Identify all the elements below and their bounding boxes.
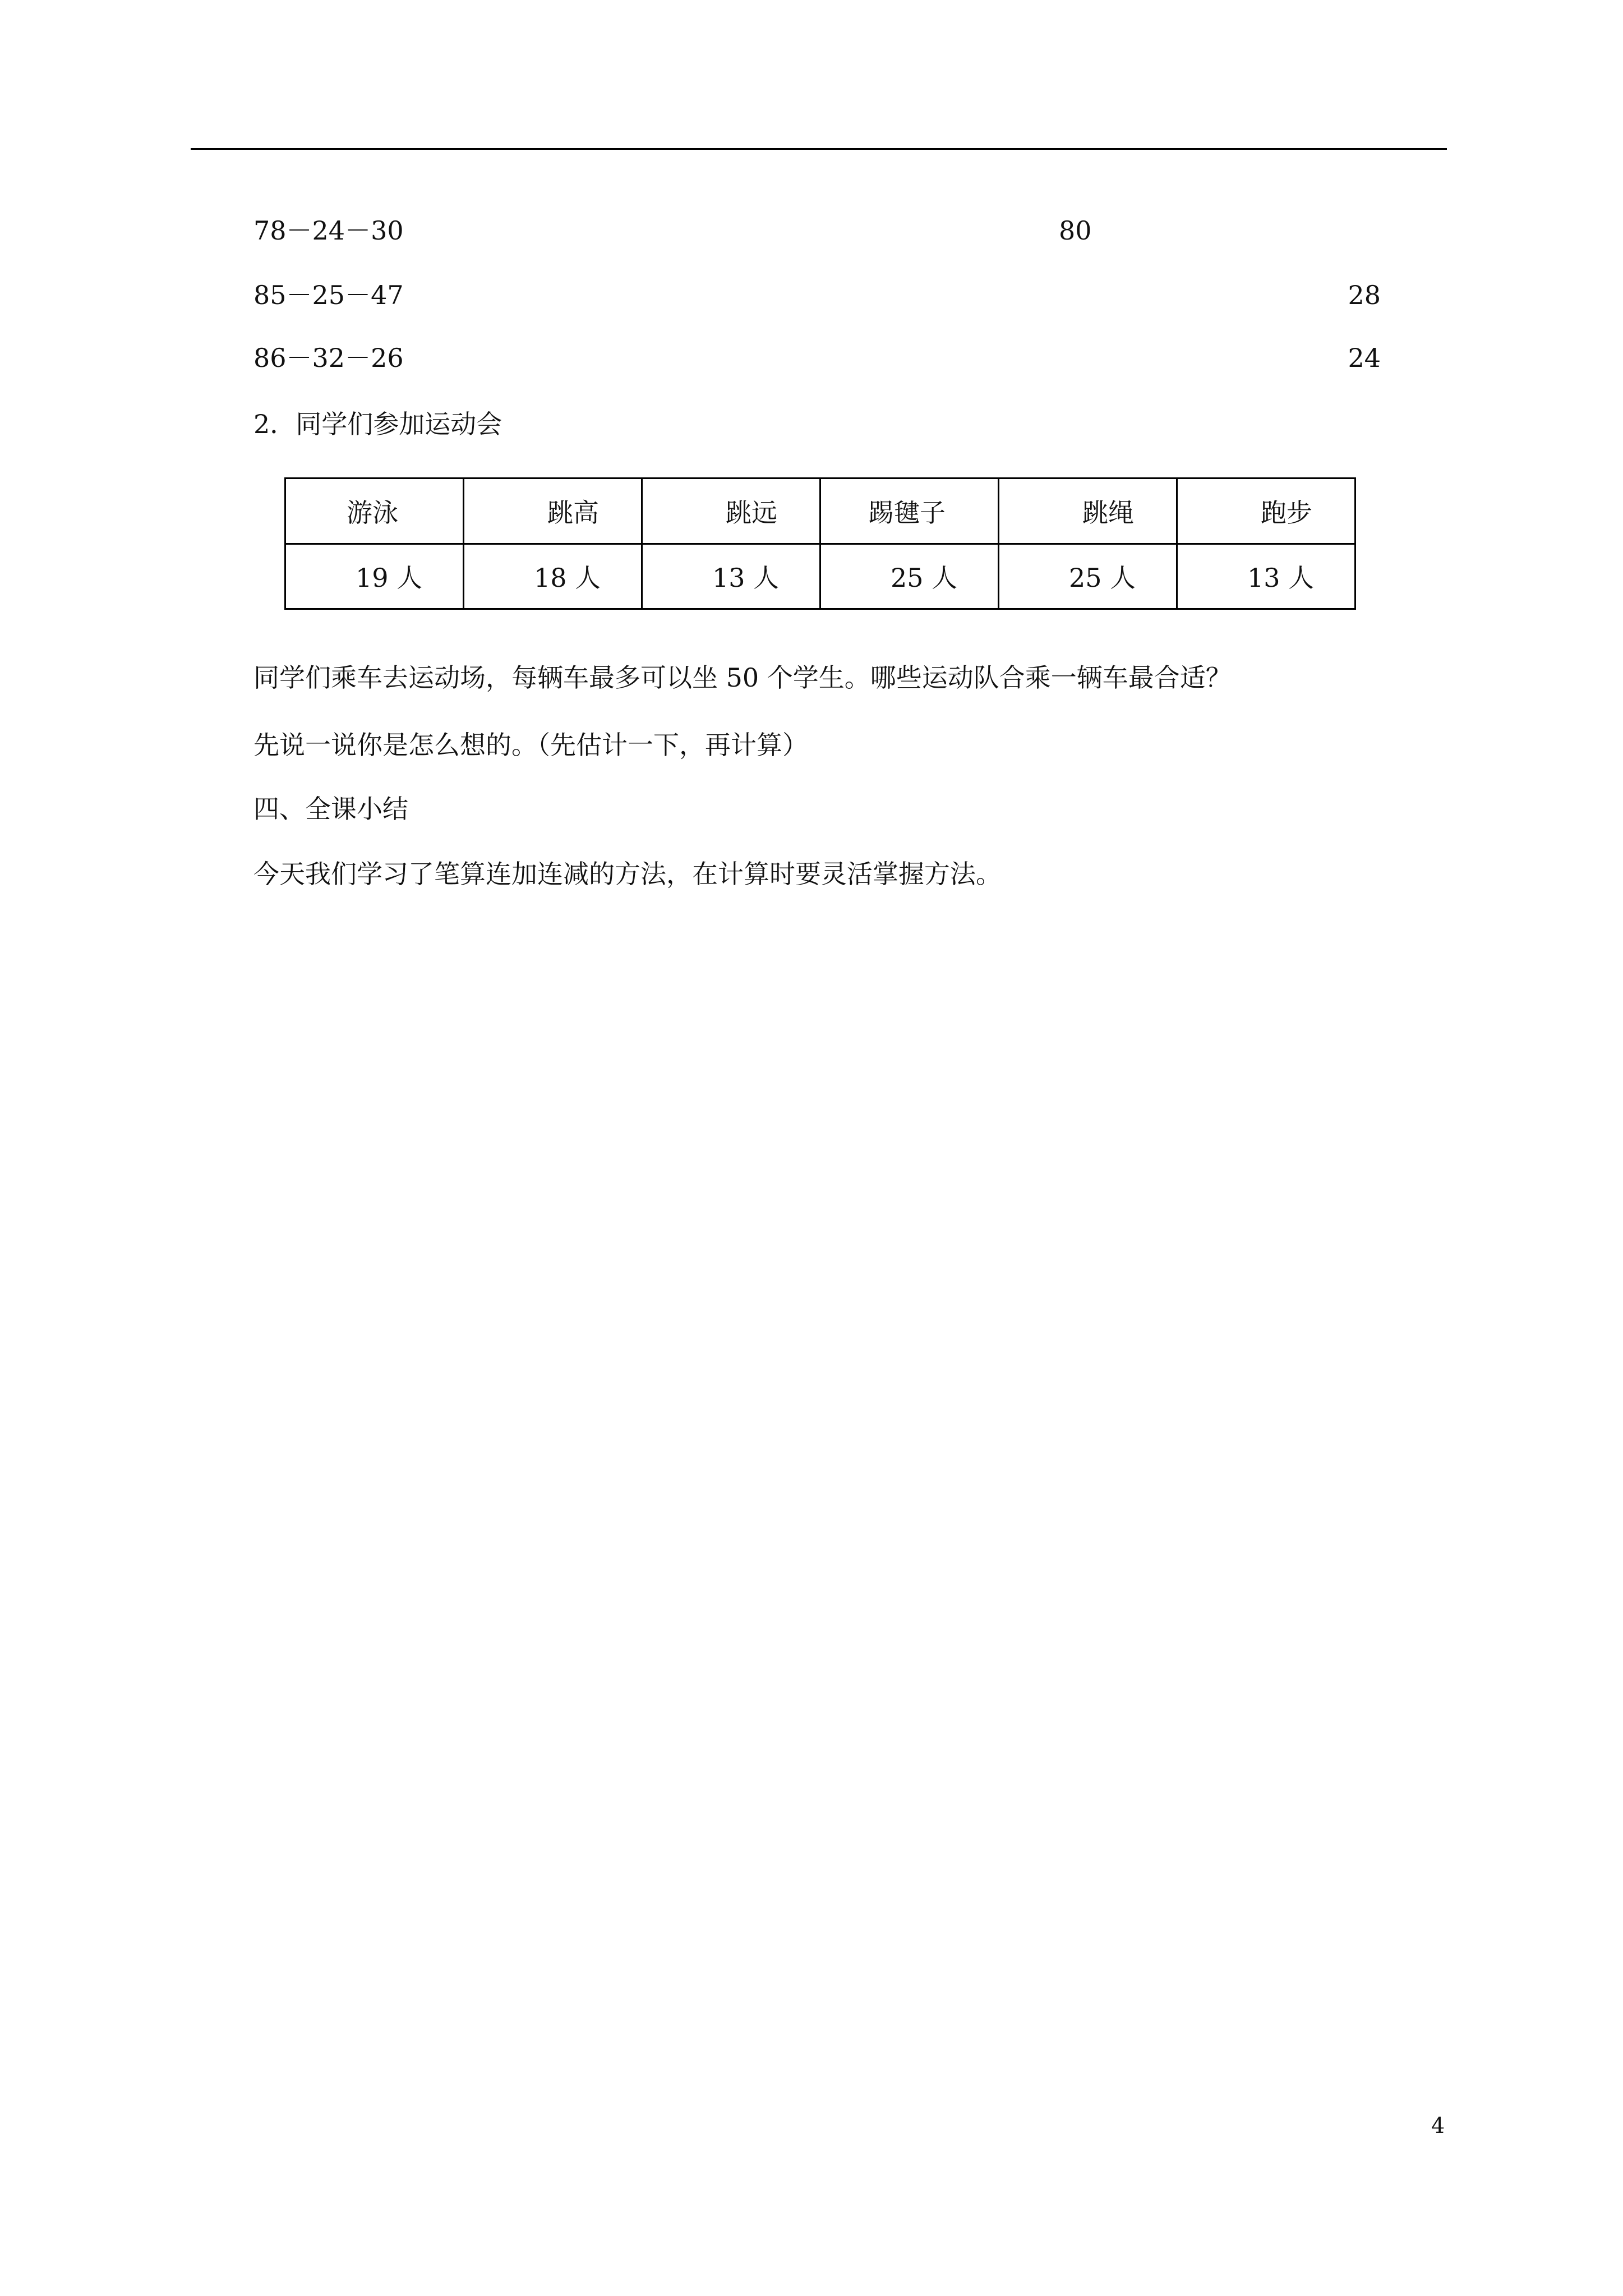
exercise-3-answer: 24	[1348, 343, 1381, 373]
think-prompt-text: 先说一说你是怎么想的。（先估计一下，再计算）	[253, 730, 808, 760]
page-number: 4	[1431, 2113, 1445, 2138]
table-header-cell: 跑步	[1177, 478, 1355, 544]
table-value-cell: 25 人	[820, 544, 999, 609]
header-rule	[191, 148, 1447, 150]
exercise-1-expression: 78－24－30	[253, 215, 404, 246]
exercise-2-answer: 28	[1348, 280, 1381, 310]
table-header-cell: 跳绳	[999, 478, 1177, 544]
table-value-cell: 19 人	[285, 544, 464, 609]
table-value-cell: 25 人	[999, 544, 1177, 609]
exercise-1-answer: 80	[1059, 215, 1092, 246]
table-header-cell: 踢毽子	[820, 478, 999, 544]
table-header-cell: 游泳	[285, 478, 464, 544]
sports-participants-table	[284, 477, 1356, 610]
exercise-2-expression: 85－25－47	[253, 280, 404, 310]
table-header-row	[285, 478, 1355, 544]
section-4-heading: 四、全课小结	[253, 794, 408, 824]
exercise-3-expression: 86－32－26	[253, 343, 404, 373]
table-value-cell: 13 人	[1177, 544, 1355, 609]
table-header-cell: 跳远	[642, 478, 820, 544]
summary-text: 今天我们学习了笔算连加连减的方法，在计算时要灵活掌握方法。	[253, 859, 1002, 889]
question-2-heading: 2．同学们参加运动会	[253, 409, 502, 439]
table-values-row	[285, 544, 1355, 609]
bus-question-text: 同学们乘车去运动场，每辆车最多可以坐 50 个学生。哪些运动队合乘一辆车最合适？	[253, 662, 1232, 693]
table-value-cell: 18 人	[464, 544, 642, 609]
table-header-cell: 跳高	[464, 478, 642, 544]
table-value-cell: 13 人	[642, 544, 820, 609]
